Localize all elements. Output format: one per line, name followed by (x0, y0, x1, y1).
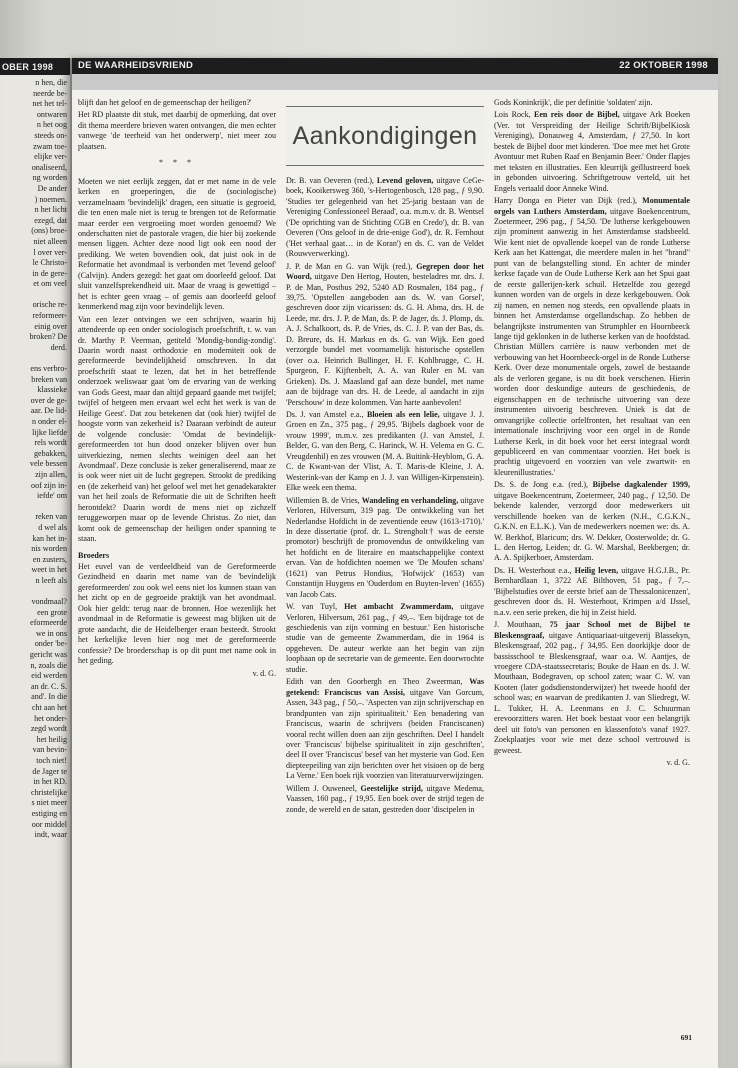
announcements-column (286, 98, 484, 817)
book-announcement (494, 620, 690, 756)
book-title: Was getekend: Franciscus van Assisi, (286, 677, 484, 697)
previous-page-line: indt, waar (34, 830, 67, 840)
book-title: Een reis door de Bijbel, (533, 110, 620, 120)
previous-page-line: net het tel- (32, 99, 67, 109)
previous-page-line: n leeft als (35, 575, 67, 585)
previous-page-line: vele bessen (29, 459, 67, 469)
previous-page-line: nis worden (31, 544, 67, 554)
previous-page-line: in de gere- (32, 268, 67, 278)
previous-page-line: het heilig (36, 734, 67, 744)
announcement-text: Harry Donga en Pieter van Dijk (red.), (494, 196, 643, 206)
article-column-1 (78, 98, 276, 679)
announcement-text: uitgave Ark Boeken (Ver. tot Verspreiding der Heilige Schrift/BijbelKiosk Vereniging), Donauweg 4, Amsterdam, ƒ 27,50. In kort bestek de Bijbel door met kinderen. 'Doe mee met het Grote Avontuur met Ruben Raaf en Benjamin Beer.' Onder flapjes met teksten en illustraties. Een kleurrijk geïllustreerd boek in gebonden uitvoering. Schriftgetrouw verteld, uit het Engels vertaald door Anneke Wind. (494, 110, 691, 193)
book-announcement (494, 480, 690, 564)
previous-page-line: n het licht (34, 205, 67, 215)
previous-page-line: n het oog (36, 120, 67, 130)
announcement-text: uitgave Medema, Vaassen, 160 pag., ƒ 19,95. Een boek over de strijd tegen de zonde, de wereld en de satan, gestreden door 'discipelen in (286, 783, 485, 814)
paragraph: Van een lezer ontvingen we een schrijven, waarin hij attendeerde op een onder sociologisch proefschrift, t. w. van dr. Marthy P. Veerman, getiteld 'Mondig-bondig-zondig'. Daarin wordt naast orthodoxie en moderniteit ook de gereformeerde bevindelijkheid omschreven. In dat proefschrift staat te lezen, dat het in het betreffende onderzoek weliswaar gaat 'om de ervaring van de werking van Gods Geest, maar dan altijd gepaard gaande met twijfel; twijfel of hetgeen men ervaart wel echt het werk is van de Heilige Geest'. Dat zou betekenen dat (ook hier) twijfel de hoogste vorm van zekerheid is? Daaraan verbindt de auteur de volgende conclusie: 'Omdat de bevindelijk-gereformeerden tot hun dood onzeker blijven over hun uitverkiezing, nemen slechts weinigen deel aan het Avondmaal'. Deze conclusie is zeker generaliserend, maar ze is ook weer niet uit de lucht gegrepen. Strookt de prediking en (de zekerheid van) het geloof wel met het genadekarakter van het heil zoals de Reformatie die uit de Schriften heeft herontdekt? Daarin wordt de mens niet op zichzelf teruggeworpen maar op de levende Christus. Zo niet, dan komt ook de gemeenschap der heiligen onder spanning te staan. (78, 314, 276, 544)
magazine-page (72, 58, 718, 1068)
book-announcement (286, 784, 484, 815)
previous-page-line: het onder- (34, 713, 67, 723)
paragraph: Gods Koninkrijk', die per definitie 'soldaten' zijn. (494, 98, 653, 107)
book-announcement (286, 262, 484, 408)
previous-page-text (0, 75, 70, 841)
previous-page-line: ng worden (32, 173, 67, 183)
book-announcement (494, 196, 690, 478)
paragraph: blijft dan het geloof en de gemeenschap der heiligen?' (78, 98, 252, 107)
previous-page-line: weet in het (31, 565, 67, 575)
announcement-text: uitgave Verloren, Hilversum, 319 pag. 'De ontwikkeling van het Nederlandse Hofdicht in de zeventiende eeuw (1613-1710).' In deze dissertatie (prof. dr. L. Strengholt† was de eerste promotor) beschrijft de promovendus de ontwikkeling van het hofdicht en de literaire en maatschappelijke context ervan. Van de hofdichten noemen we 'De Moufen schans' (1621) van Petrus Hondius, 'Hofwijck' (1653) van Constantijn Huygens en 'Ouderdom en Buyten-leven' (1655) van Jacob Cats. (286, 495, 484, 599)
previous-page-line: s niet meer (31, 798, 67, 808)
previous-page-line: elijke ver- (34, 152, 67, 162)
previous-page-line: n, zoals die (30, 660, 67, 670)
previous-page-line: onaliseerd, (31, 162, 67, 172)
book-announcement (494, 566, 690, 618)
announcement-text: uitgave Den Hertog, Houten, besteladres mr. drs. J. P. de Man, Postbus 292, 5240 AD Rosmalen, 184 pag., ƒ 39,75. 'Opstellen aangeboden aan ds. W. van Gorsel', geschreven door zijn vicarissen: ds. G. H. Abma, drs. H. de Leede, mr. drs. J. P. de Man, ds. P. de Jager, ds. J. Plomp, ds. A. J. Schalkoort, ds. P. de Vries, ds. C. J. P. van der Bas, ds. D. Breure, ds. H. Markus en ds. G. van Wijk. Een goed verzorgde bundel met voornamelijk historische opstellen (over o.a. Heinrich Bullinger, H. F. Kohlbrugge, C. H. Spurgeon, F. Kijftenbelt, A. A. van Ruler en M. van Grieken). Ds. J. Maasland gaf aan deze bundel, met name aan de bijdrage van drs. H. de Leede, al aandacht in zijn 'Perschouw' in deze kolommen. Van harte aanbevolen! (286, 272, 484, 407)
book-title: Geestelijke strijd, (360, 783, 423, 793)
previous-page-line: kan het in- (32, 533, 67, 543)
announcement-text: uitgave Boekencentrum, Zoetermeer, 296 pag., ƒ 54,50. 'De lutherse kerkgebouwen zijn prominent aanwezig in het Amsterdamse stadsbeeld. Wie kent niet de opvallende koepel van de ronde Lutherse Kerk aan het Kattengat, die meerdere malen in het "brand" punt van de belangstelling stond. En achter de minder kerkse façade van de Oude Lutherse Kerk aan het Spui gaat de eerste gallerijen-kerk schuil. Hetzelfde zou gezegd kunnen worden van de orgels in deze kerkgebouwen. Ook zij namen, en nemen nog steeds, een opvallende plaats in binnen het Amsterdamse orgellandschap. Zo hebben de belangrijkste instrumenten van Strumphler en Hoornbeeck lange tijd geklonken in de lutherse kerken van de hoofdstad. Christian Müllers carrière is nauw verbonden met de verbouwing van het Hoornbeeck-orgel in de Ronde Lutherse Kerk. Over deze monumentale orgels, zowel de bestaande als de verloren gegane, is nu dit boek verschenen. Hierin worden door deskundige auteurs de geschiedenis, de eigenschappen en de technische uitvoering van deze instrumenten uitvoerig beschreven. Uniek is dat de omvangrijke collectie orfelfronten, het resultaat van een internationale inschrijving voor een orgel in de Ronde Lutherse Kerk, in dit boek voor het eerst integraal wordt gepubliceerd en van commentaar voorzien. Het boek is prachtig uitgevoerd en voorzien van vele zwartwit- en kleurenillustraties.' (494, 206, 691, 477)
book-title: Bloeien als een lelie, (366, 409, 440, 419)
announcement-text: Ds. H. Westerhout e.a., (494, 565, 575, 575)
announcement-text: Willemien B. de Vries, (286, 495, 362, 505)
book-announcement (286, 176, 484, 260)
announcement-text: uitgave CeGe-boek, Kooikersweg 360, 's-Hertogenbosch, 128 pag., ƒ 9,90. 'Studies ter gelegenheid van het 25-jarig bestaan van de Vereniging Confessioneel Beraad', o.a. m.m.v. dr. B. Wentsel ('De oprichting van de Stichting CGB en Credo'), dr. B. van Oeveren ('Ons geloof in de drie-enige God'), dr. R. Fernhout ('Het verhaal gaat… in de Koran') en ds. C. van de Veldet (Rouwverwerking). (286, 176, 485, 259)
previous-page-line: van bevin- (32, 745, 67, 755)
book-title: Het ambacht Zwammerdam, (344, 602, 454, 612)
previous-page-line: lijke liefde (32, 427, 67, 437)
previous-page-line: (ons) broe- (31, 226, 67, 236)
previous-page-line (0, 502, 67, 513)
announcement-text: Dr. B. van Oeveren (red.), (286, 176, 377, 185)
announcement-text: W. van Tuyl, (286, 602, 345, 612)
book-title: Heilig leven, (574, 565, 619, 575)
previous-page-line: derd. (50, 342, 67, 352)
previous-page-line: eid werden (31, 671, 67, 681)
previous-page-line: we in ons (35, 628, 67, 638)
announcements-column-continued (494, 98, 690, 769)
announcement-text: Ds. J. van Amstel e.a., (286, 409, 367, 419)
previous-page-line: gericht was (29, 650, 67, 660)
previous-page-line: n onder el- (31, 417, 67, 426)
previous-page-line: zwam toe- (33, 141, 67, 151)
issue-date: 22 OKTOBER 1998 (619, 60, 708, 71)
announcement-text: Willem J. Ouweneel, (286, 783, 361, 793)
announcement-text: uitgave Van Gorcum, Assen, 343 pag., ƒ 50,–. 'Aspecten van zijn schrijverschap en brandpunten van zijn spiritualiteit.' Een benadering van Franciscus, waarin de schrijvers (beiden Franciscanen) vooral recht willen doen aan zijn geschriften. Deel I handelt over 'Franciscus' bijbelse spiritualiteit in zijn geschriften', deel II over 'Franciscus' besef van het mysterie van God. Een diepteepeiling van zijn berichten over het visioen op de berg La Verne.' Een boek rijk voorzien van literatuurverwijzingen. (286, 687, 484, 781)
previous-page-line: niet alleen (33, 236, 67, 246)
book-title: 75 jaar School met de Bijbel te Bleskensgraaf, (494, 620, 690, 640)
previous-page-line: ) noemen. (34, 194, 67, 204)
previous-page-line: reken van (35, 512, 67, 522)
previous-page-line: zijn allen, (35, 469, 67, 479)
previous-page-line: le Christo- (32, 258, 67, 268)
previous-page-line: breken van (31, 374, 67, 384)
previous-page-line: een grote (37, 607, 67, 617)
previous-page-line: steeds on- (34, 130, 67, 140)
previous-page-line: ens verbro- (30, 364, 67, 374)
book-announcement (286, 496, 484, 601)
previous-page-line: d wel als (38, 522, 67, 532)
paragraph: Het euvel van de verdeeldheid van de Gereformeerde Gezindheid en daarin met name van de 'bevindelijk gereformeerden' zou ook wel eens niet los kunnen staan van het zicht op en de gegroeide praktijk van het avondmaal. Ook hier geldt: terug naar de bronnen. Hoe wezenlijk het avondmaal in de Reformatie is geweest mag blijken uit de grote aandacht, die de Heidelberger eraan besteedt. Strookt het kerkelijke leven hier nog met de gereformeerde confessie? De broederschap is op dit punt met name ook in het geding. (78, 562, 276, 666)
paragraph: Het RD plaatste dit stuk, met daarbij de opmerking, dat over dit thema meerdere brieven waren ontvangen, die men echter vanwege 'de teerheid van het onderwerp', niet meer zou plaatsen. (78, 110, 276, 151)
previous-page-line: estiging en (31, 808, 67, 818)
previous-page-line: zegd wordt (30, 724, 67, 734)
book-announcement (286, 677, 484, 782)
previous-page-line: reformeer- (32, 311, 67, 321)
announcement-text: uitgave Verloren, Hilversum, 261 pag., ƒ 49,–. 'Een bijdrage tot de geschiedenis van zijn vorming en bestuur.' Een historische studie van de gemeente Zwammerdam, die in 1964 is opgeheven. De auteur werkte aan het begin van zijn loopbaan op de secretarie van de gemeente. Een doorwrochte studie. (286, 602, 484, 674)
previous-page-line: broken? De (29, 332, 67, 342)
previous-page-line: de Jager te (32, 766, 67, 776)
previous-page-line: ezegd, dat (34, 215, 67, 225)
previous-page-line: oof zijn in- (31, 480, 67, 490)
previous-page-line: over de ge- (30, 395, 67, 405)
previous-page-line: gebakken, (33, 448, 67, 458)
section-separator: * * * (158, 158, 196, 168)
announcement-text: J. Mouthaan, (494, 620, 550, 630)
previous-page-line: eformeerde (30, 618, 67, 628)
book-announcement (286, 602, 484, 675)
previous-page-line: ontwaren (36, 109, 67, 119)
announcement-text: Ds. S. de Jong e.a. (red.), (494, 480, 593, 490)
previous-page-line: neerde be- (33, 88, 67, 98)
previous-page-line: l over ver- (33, 247, 67, 257)
previous-page-header: OBER 1998 (0, 58, 70, 75)
previous-page-line: in het RD. (33, 777, 67, 787)
announcement-text: uitgave H.G.J.B., Pr. Bernhardlaan 1, 3722 AE Bilthoven, 51 pag., ƒ 7,–. 'Bijbelstudies over de eerste brief aan de Thessalonicenzen', geschreven door ds. H. Westerhout, Krimpen a/d IJssel, n.a.v. een serie preken, die hij in Zeist hield. (494, 565, 691, 617)
announcement-text: uitgave J. J. Groen en Zn., 375 pag., ƒ 29,95. 'Bijbels dagboek voor de vrouw 1999', m.m.v. zes predikanten (J. van Amstel, J. Belder, G. van den Berg, C. Harinck, W. H. Velema en G. C. Vreugdenhil) en zes vrouwen (M. A. Buitink-Heyblom, G. A. C. de Kwant-van der Vlist, A. T. Maris-de Kleine, J. A. Westerink-van der Kamp en J. J. van Willigen-Kirpenstein). Elke week een thema. (286, 409, 484, 493)
previous-page-line: n hen, die (35, 78, 67, 87)
announcement-text: uitgave Antiquariaat-uitgeverij Blassekyn, Bleskensgraaf, 202 pag., ƒ 34,95. Een doorkijkje door de bassisschool te Bleskensgraaf, waar o.a. W. Aantjes, de vroegere CDA-staatssecretaris; Bouke de Haan en ds. J. W. Mouthaan, Bodegraven, op school zaten; waar C. W. van Kooten (later godsdienstonderwijzer) het tweede hoofd der school was; en waarvan de predikanten J. van Sliedregt, W. L. Tukker, H. A. Leenmans en J. C. Schuurman erevoorzitters waren. Het boek bestaat voor een belangrijk deel uit foto's van personen en klassenfoto's vanaf 1927. Zoekplaatjes voor wie met deze school vertrouwd is geweest. (494, 630, 690, 755)
announcements-title-box (286, 106, 484, 166)
previous-page-line (0, 353, 67, 364)
previous-page-line: aar. De lid- (30, 406, 67, 416)
previous-page-line: De ander (37, 183, 67, 193)
book-title: Levend geloven, (376, 176, 434, 185)
header-rule (72, 74, 718, 90)
author-signature: v. d. G. (666, 758, 690, 768)
previous-page-line: oor middel (31, 819, 67, 829)
previous-page-line: et om veel (33, 279, 67, 289)
announcement-text: J. P. de Man en G. van Wijk (red.), (286, 261, 417, 271)
announcements-title: Aankondigingen (292, 121, 478, 150)
previous-page-line: rels wordt (34, 438, 67, 448)
paragraph: Moeten we niet eerlijk zeggen, dat er met name in de vele kerken en groeperingen, die de (sociologische) verzamelnaam 'bevindelijk' dragen, een situatie is gegroeid, die ten enen male niet is terug te brengen tot de Reformatie maar eerder een vergroeiing moet worden genoemd? We onderschatten niet de pastorale vragen, die hier bij zoekende mensen liggen. Achter deze nood ligt ook een nood der prediking. We weten bovendien ook, dat juist ook in de Reformatie het avondmaal is verbonden met 'levend geloof' (Calvijn). Anders gezegd: het gaat om doorleefd geloof. Dat sluit vanzelfsprekendheid uit. Maar de vraag is gewettigd – het is echter geen vraag – of gemis aan doorleefd geloof kenmerkend mag zijn voor bevindelijk leven. (78, 176, 276, 312)
page-header-bar (72, 58, 718, 74)
previous-page-line (0, 587, 67, 598)
book-announcement (494, 110, 690, 194)
previous-page-line: klassieke (37, 385, 67, 395)
previous-page-line: onder 'be- (34, 639, 67, 649)
book-title: Monumentale orgels van Luthers Amsterdam, (494, 196, 690, 216)
previous-page-line (0, 290, 67, 301)
announcement-text: Edith van den Goorbergh en Theo Zweerman, (286, 677, 470, 687)
previous-page-line: christelijke (31, 787, 67, 797)
magazine-title: DE WAARHEIDSVRIEND (78, 60, 194, 71)
previous-page-line: vondmaal? (31, 597, 67, 607)
section-subheading: Broeders (78, 550, 110, 560)
previous-page-strip (0, 58, 72, 1068)
page-number: 691 (680, 1033, 692, 1042)
book-title: Bijbelse dagkalender 1999, (592, 480, 690, 490)
previous-page-line: toch niet! (36, 756, 67, 765)
previous-page-line: cht aan het (31, 703, 67, 713)
book-title: Wandeling en verhandeling, (361, 495, 459, 505)
previous-page-line: iefde' om (37, 491, 67, 501)
announcement-text: Lois Rock, (494, 110, 534, 120)
book-announcement (286, 410, 484, 494)
previous-page-line: and'. In die (31, 692, 67, 702)
author-signature: v. d. G. (252, 668, 276, 678)
previous-page-line: orische re- (32, 300, 67, 310)
book-title: Gegrepen door het Woord, (286, 261, 484, 282)
previous-page-line: en zusters, (32, 554, 67, 564)
previous-page-line: einig over (34, 321, 67, 331)
announcement-text: uitgave Boekencentrum, Zoetermeer, 240 pag., ƒ 12,50. De bekende kalender, verzorgd door medewerkers uit verschillende hoeken van de kerken (N.H., C.G.K.N., G.K.N. en E.L.K.). Van de medewerkers noemen we: ds. A. W. Berkhof, Blaricum; drs. W. Dekker, Oosterwolde; dr. G. L. den Hertog, Leiden; dr. G. W. Marshal, Beekbergen; dr. A. A. Spijkerboer, Amsterdam. (494, 490, 690, 563)
previous-page-line: an dr. C. S. (31, 681, 67, 691)
